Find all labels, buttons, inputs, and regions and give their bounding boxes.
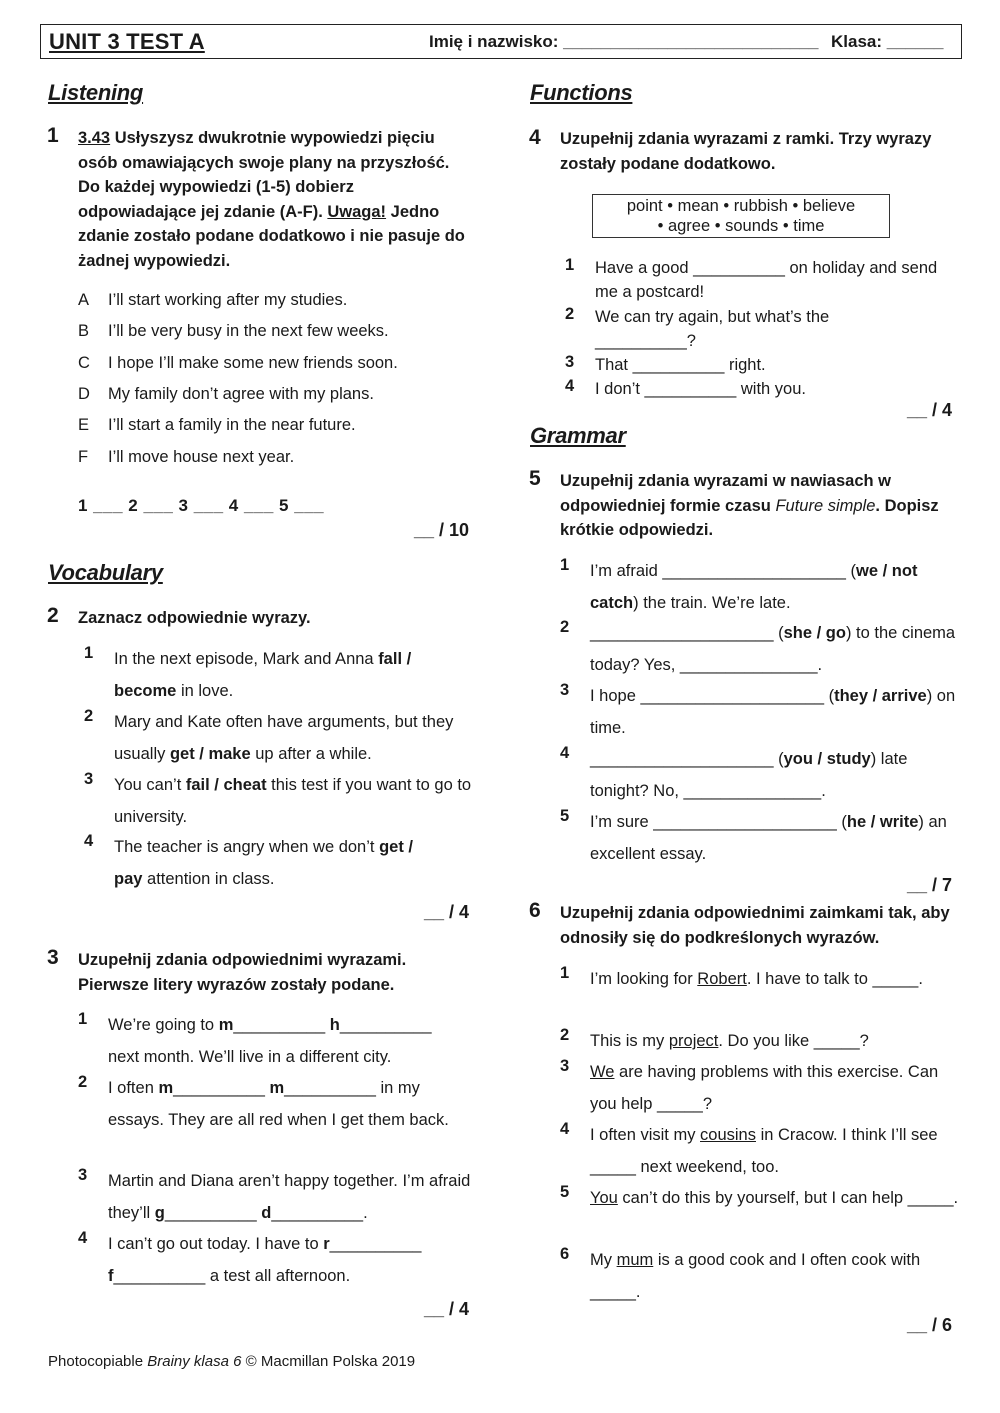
task-4-instruction: Uzupełnij zdania wyrazami z ramki. Trzy wyrazy zostały podane dodatkowo. bbox=[560, 130, 932, 173]
test-header bbox=[40, 24, 962, 59]
task-3-instruction: Uzupełnij zdania odpowiednimi wyrazami. Pierwsze litery wyrazów zostały podane. bbox=[78, 951, 407, 994]
section-title-grammar: Grammar bbox=[530, 423, 626, 448]
section-title-vocabulary: Vocabulary bbox=[48, 560, 163, 585]
unit-title: UNIT 3 TEST A bbox=[49, 28, 205, 54]
section-title-listening: Listening bbox=[48, 80, 144, 105]
word-box: point • mean • rubbish • believe • agree • sounds • time bbox=[592, 194, 890, 238]
task-1-instruction: 3.43 Usłyszysz dwukrotnie wypowiedzi pięciu osób omawiających swoje plany na przyszłość. Do każdej wypowiedzi (1-5) dobierz odpowiadające jej zdanie (A-F). Uwaga! Jedno zdanie zostało podane dodatkowo i nie pasuje do żadnej wypowiedzi. bbox=[78, 129, 465, 270]
footer-copyright: Photocopiable Brainy klasa 6 © Macmillan Polska 2019 bbox=[48, 1353, 416, 1370]
task-5-instruction: Uzupełnij zdania wyrazami w nawiasach w odpowiedniej formie czasu Future simple. Dopisz krótkie odpowiedzi. bbox=[560, 472, 939, 539]
class-field[interactable]: Klasa: ______ bbox=[831, 32, 944, 51]
score-task-2: __ / 4 bbox=[423, 902, 469, 922]
score-task-3: __ / 4 bbox=[423, 1299, 469, 1319]
listening-answer-line[interactable]: 1 ___ 2 ___ 3 ___ 4 ___ 5 ___ bbox=[78, 496, 325, 515]
task-1-number: 1 bbox=[47, 124, 59, 147]
task-5-number: 5 bbox=[529, 467, 541, 490]
task-6-number: 6 bbox=[529, 899, 541, 922]
score-task-6: __ / 6 bbox=[906, 1315, 952, 1335]
track-number[interactable]: 3.43 bbox=[78, 129, 111, 147]
score-task-5: __ / 7 bbox=[906, 875, 952, 895]
task-6-instruction: Uzupełnij zdania odpowiednimi zaimkami tak, aby odnosiły się do podkreślonych wyrazów. bbox=[560, 904, 950, 947]
task-3-number: 3 bbox=[47, 946, 59, 969]
task-2-number: 2 bbox=[47, 604, 59, 627]
score-task-4: __ / 4 bbox=[906, 400, 952, 420]
name-field[interactable]: Imię i nazwisko: ___________________________ bbox=[429, 32, 819, 51]
task-4-number: 4 bbox=[529, 126, 541, 149]
task-2-instruction: Zaznacz odpowiednie wyrazy. bbox=[78, 609, 311, 627]
section-title-functions: Functions bbox=[530, 80, 633, 105]
score-task-1: __ / 10 bbox=[413, 520, 469, 540]
